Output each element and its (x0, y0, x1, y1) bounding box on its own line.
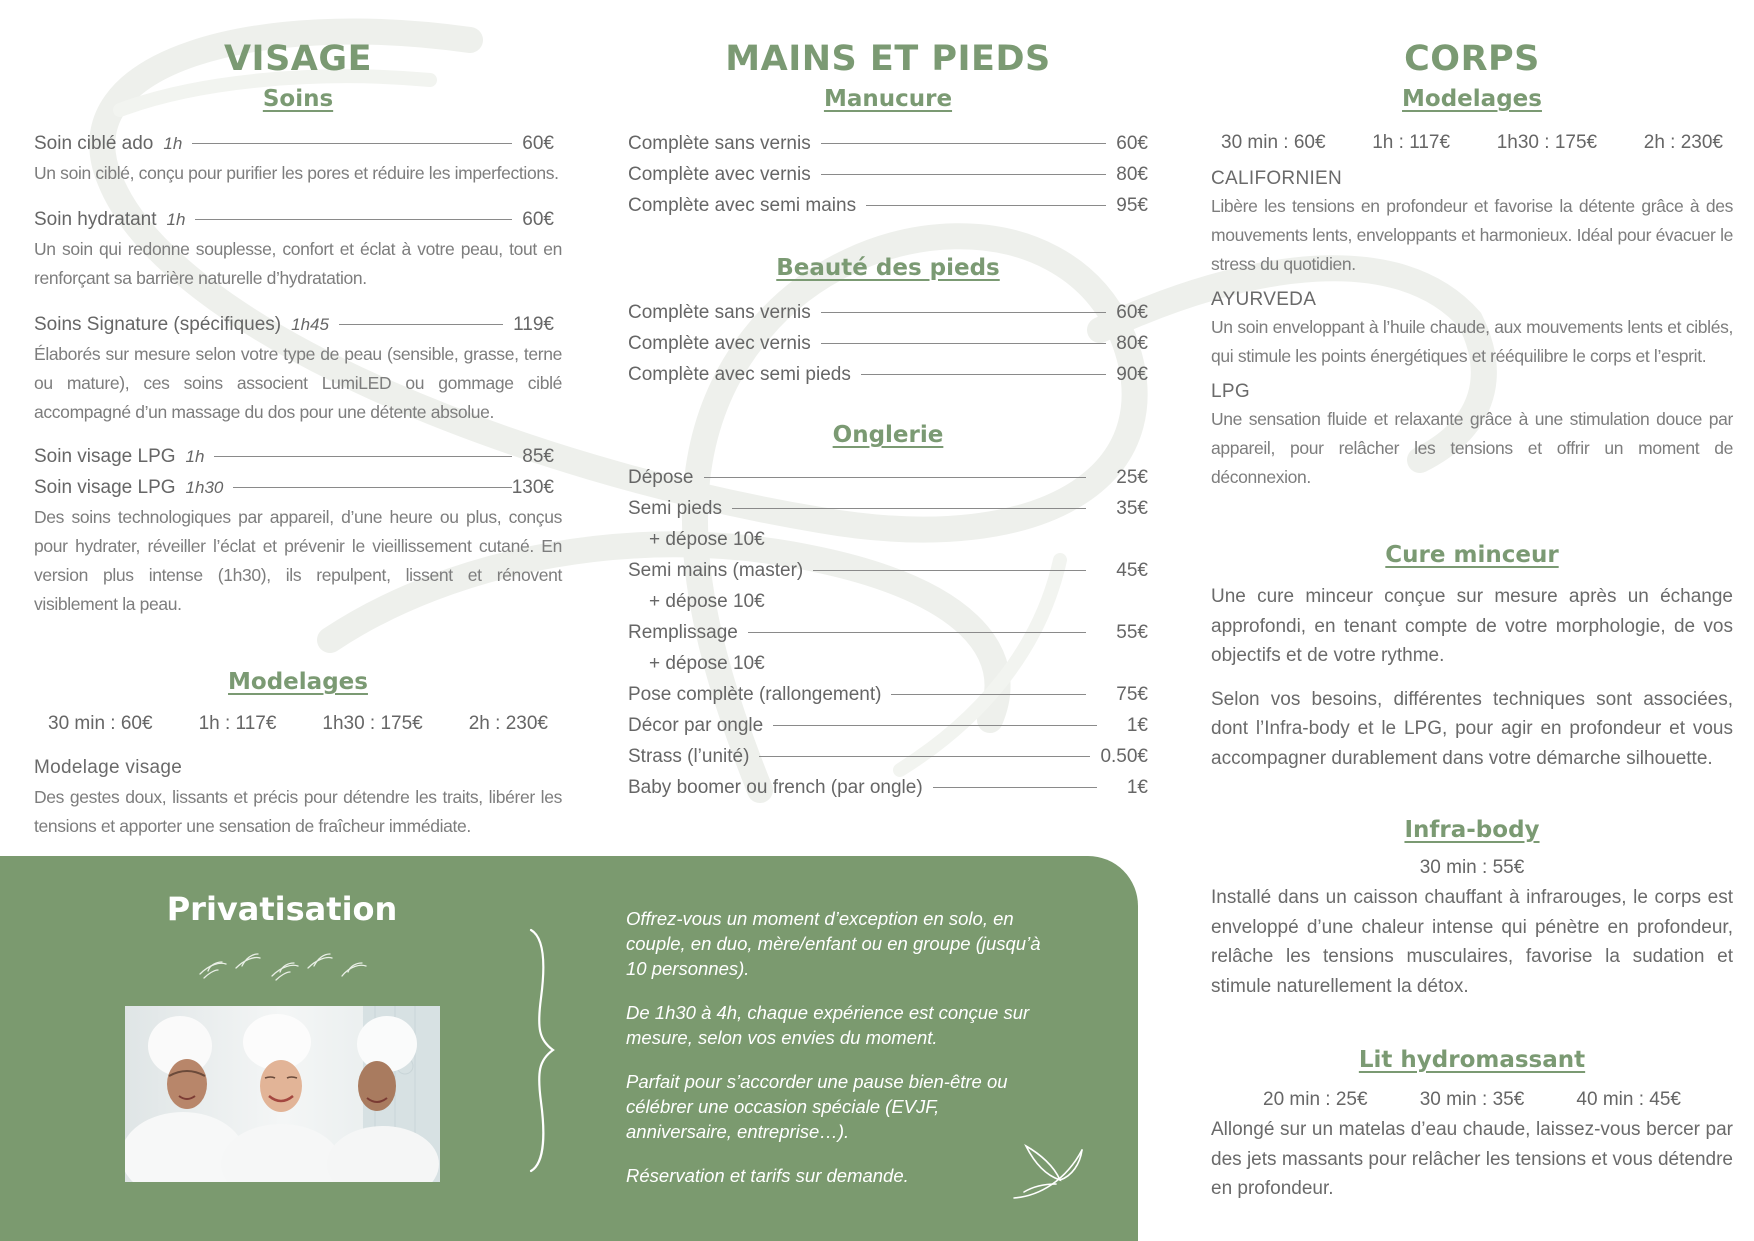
item-price: 80€ (1116, 164, 1148, 185)
item-label: Soin hydratant (34, 209, 157, 230)
modelage-visage-label: Modelage visage (34, 757, 183, 778)
leader-line (821, 174, 1107, 175)
leader-line (891, 694, 1086, 695)
item-price: 60€ (522, 133, 554, 154)
price-option: 20 min : 25€ (1263, 1089, 1368, 1110)
onglerie-title: Onglerie (832, 422, 944, 448)
leader-line (821, 343, 1107, 344)
item-description: Un soin qui redonne souplesse, confort et éclat à votre peau, tout en renforçant sa barrière naturelle d’hydratation. (34, 239, 562, 288)
item-label: Baby boomer ou french (par ongle) (628, 777, 923, 798)
item-price: 1€ (1126, 777, 1148, 798)
infra-body-title: Infra-body (1404, 817, 1540, 843)
infra-body-description: Installé dans un caisson chauffant à infrarouges, le corps est enveloppé d’une chaleur intense qui pénètre en profondeur, relâche les tensions musculaires, favorise la sudation et stimule naturellement la détox. (1211, 887, 1733, 997)
item-duration: 1h45 (291, 315, 329, 334)
item-price: 35€ (1116, 498, 1148, 519)
item-price: 60€ (1116, 133, 1148, 154)
soin-item (34, 204, 562, 293)
price-row (628, 328, 1148, 359)
price-row (34, 204, 562, 235)
price-option: 30 min : 60€ (48, 713, 153, 734)
item-price: 55€ (1116, 622, 1148, 643)
manucure-list (628, 128, 1148, 221)
price-row (628, 359, 1148, 390)
cure-paragraph: Une cure minceur conçue sur mesure après un échange approfondi, en tenant compte de votre morphologie, de vos objectifs et de votre rythme. (1211, 586, 1733, 666)
leader-line (339, 324, 503, 325)
corps-title: CORPS (1404, 39, 1540, 79)
item-label: Semi mains (master) (628, 560, 804, 581)
corps-modelages-prices (1211, 128, 1733, 158)
item-price: 1€ (1126, 715, 1148, 736)
item-label: Complète avec semi mains (628, 195, 857, 216)
item-duration: 1h (166, 210, 186, 229)
leader-line (195, 219, 512, 220)
leader-line (821, 312, 1107, 313)
modelage-description: Libère les tensions en profondeur et favorise la détente grâce à des mouvements lents, enveloppants et harmonieux. Idéal pour évacuer le stress du quotidien. (1211, 196, 1733, 274)
sub-option: + dépose 10€ (649, 653, 765, 674)
price-row (628, 462, 1148, 493)
price-option: 2h : 230€ (1643, 132, 1723, 153)
leader-line (773, 725, 1097, 726)
item-label: Complète avec vernis (628, 333, 811, 354)
leader-line (813, 570, 1086, 571)
item-label: Soin visage LPG (34, 477, 176, 498)
price-row (628, 493, 1148, 524)
item-price: 90€ (1116, 364, 1148, 385)
modelage-name: CALIFORNIEN (1211, 168, 1343, 189)
price-row (628, 710, 1148, 741)
modelage-item (1211, 166, 1733, 279)
leaves-ornament-icon (196, 948, 368, 982)
modelage-name: AYURVEDA (1211, 289, 1317, 310)
corps-modelages-title: Modelages (1402, 86, 1542, 112)
modelages-title: Modelages (228, 669, 368, 695)
curly-brace-decoration (527, 928, 557, 1173)
leaf-ornament-icon (1010, 1136, 1090, 1206)
lit-hydromassant-description: Allongé sur un matelas d’eau chaude, laissez-vous bercer par des jets massants pour relâcher les tensions et vous détendre en profondeur. (1211, 1119, 1733, 1199)
leader-line (192, 143, 512, 144)
item-price: 119€ (513, 314, 554, 335)
leader-line (233, 487, 511, 488)
item-description: Des soins technologiques par appareil, d’une heure ou plus, conçus pour hydrater, réveiller l’éclat et prévenir le vieillissement cutané. En version plus intense (1h30), ils repulpent, lissent et rénovent visiblement la peau. (34, 507, 562, 614)
lit-hydromassant-prices (1211, 1085, 1733, 1115)
modelage-name: LPG (1211, 381, 1250, 402)
item-price: 45€ (1116, 560, 1148, 581)
item-label: Soin visage LPG (34, 446, 176, 467)
price-row (34, 441, 562, 472)
item-price: 75€ (1116, 684, 1148, 705)
item-duration: 1h (163, 134, 183, 153)
price-row (34, 472, 562, 503)
item-label: Décor par ongle (628, 715, 764, 736)
item-label: Complète sans vernis (628, 302, 811, 323)
infra-body-price: 30 min : 55€ (1419, 857, 1525, 878)
corps-column (1211, 40, 1733, 1204)
leader-line (214, 456, 512, 457)
beaute-pieds-title: Beauté des pieds (776, 255, 1000, 281)
leader-line (861, 374, 1106, 375)
leader-line (748, 632, 1086, 633)
item-label: Semi pieds (628, 498, 722, 519)
privatisation-title: Privatisation (166, 890, 398, 928)
item-label: Soin ciblé ado (34, 133, 154, 154)
leader-line (933, 787, 1097, 788)
cure-minceur-title: Cure minceur (1385, 542, 1559, 568)
item-label: Pose complète (rallongement) (628, 684, 882, 705)
leader-line (704, 477, 1087, 478)
item-price: 80€ (1116, 333, 1148, 354)
price-row (628, 159, 1148, 190)
privatisation-paragraph: De 1h30 à 4h, chaque expérience est conçue sur mesure, selon vos envies du moment. (626, 1002, 1030, 1048)
price-option: 30 min : 35€ (1419, 1089, 1525, 1110)
item-price: 25€ (1116, 467, 1148, 488)
privatisation-paragraph: Parfait pour s’accorder une pause bien-être ou célébrer une occasion spéciale (EVJF, anniversaire, entreprise…). (626, 1071, 1008, 1142)
item-label: Complète avec semi pieds (628, 364, 851, 385)
privatisation-text (626, 906, 1046, 1207)
price-row (628, 679, 1148, 710)
onglerie-list (628, 462, 1148, 803)
soins-title: Soins (262, 86, 334, 112)
leader-line (866, 205, 1106, 206)
price-row (628, 190, 1148, 221)
item-duration: 1h (185, 447, 205, 466)
price-row (628, 297, 1148, 328)
visage-column (34, 40, 562, 841)
privatisation-panel (0, 856, 1138, 1241)
mains-pieds-column (628, 40, 1148, 803)
manucure-title: Manucure (823, 86, 953, 112)
item-label: Remplissage (628, 622, 738, 643)
price-row (628, 617, 1148, 648)
price-row (628, 772, 1148, 803)
modelage-item (1211, 287, 1733, 371)
price-option: 40 min : 45€ (1576, 1089, 1681, 1110)
price-row (34, 128, 562, 159)
sub-option: + dépose 10€ (649, 529, 765, 550)
leader-line (732, 508, 1086, 509)
price-option: 30 min : 60€ (1221, 132, 1326, 153)
lpg-group (34, 441, 562, 619)
item-label: Complète sans vernis (628, 133, 811, 154)
item-price: 60€ (1116, 302, 1148, 323)
modelage-visage-description: Des gestes doux, lissants et précis pour détendre les traits, libérer les tensions et apporter une sensation de fraîcheur immédiate. (34, 787, 562, 836)
item-label: Dépose (628, 467, 694, 488)
leader-line (759, 756, 1090, 757)
leader-line (821, 143, 1107, 144)
item-label: Complète avec vernis (628, 164, 811, 185)
price-row (628, 555, 1148, 586)
item-price: 60€ (522, 209, 554, 230)
lit-hydromassant-title: Lit hydromassant (1358, 1047, 1586, 1073)
privatisation-paragraph: Réservation et tarifs sur demande. (626, 1165, 909, 1186)
price-option: 1h30 : 175€ (1496, 132, 1598, 153)
item-description: Élaborés sur mesure selon votre type de peau (sensible, grasse, terne ou mature), ces soins associent LumiLED ou gommage ciblé accompagné d’un massage du dos pour une détente absolue. (34, 344, 562, 422)
three-women-towels-image (125, 1006, 440, 1182)
price-row (628, 128, 1148, 159)
item-duration: 1h30 (185, 478, 224, 497)
item-price: 130€ (511, 477, 554, 498)
modelage-description: Une sensation fluide et relaxante grâce à une stimulation douce par appareil, pour relâcher les tensions et offrir un moment de déconnexion. (1211, 409, 1733, 487)
item-label: Soins Signature (spécifiques) (34, 314, 282, 335)
item-price: 0.50€ (1100, 746, 1148, 767)
price-row (628, 741, 1148, 772)
price-row (34, 309, 562, 340)
sub-option: + dépose 10€ (649, 591, 765, 612)
cure-paragraph: Selon vos besoins, différentes techniques sont associées, dont l’Infra-body et le LPG, pour agir en profondeur et vous accompagner durablement dans votre démarche silhouette. (1211, 688, 1733, 769)
soin-item (34, 128, 562, 188)
soin-item (34, 309, 562, 427)
modelage-description: Un soin enveloppant à l’huile chaude, aux mouvements lents et ciblés, qui stimule les points énergétiques et rééquilibre le corps et l’esprit. (1211, 317, 1733, 366)
group-spa-photo (125, 1006, 440, 1182)
pieds-list (628, 297, 1148, 390)
item-description: Un soin ciblé, conçu pour purifier les pores et réduire les imperfections. (34, 163, 559, 183)
privatisation-paragraph: Offrez-vous un moment d’exception en solo, en couple, en duo, mère/enfant ou en groupe (jusqu’à 10 personnes). (626, 908, 1041, 979)
modelage-item (1211, 379, 1733, 492)
item-label: Strass (l’unité) (628, 746, 750, 767)
modelages-prices (34, 709, 562, 739)
price-option: 1h30 : 175€ (322, 713, 423, 734)
item-price: 95€ (1116, 195, 1148, 216)
price-option: 1h : 117€ (198, 713, 277, 734)
price-option: 1h : 117€ (1372, 132, 1451, 153)
visage-title: VISAGE (223, 39, 373, 79)
mains-pieds-title: MAINS ET PIEDS (725, 39, 1051, 79)
price-option: 2h : 230€ (468, 713, 548, 734)
item-price: 85€ (522, 446, 554, 467)
